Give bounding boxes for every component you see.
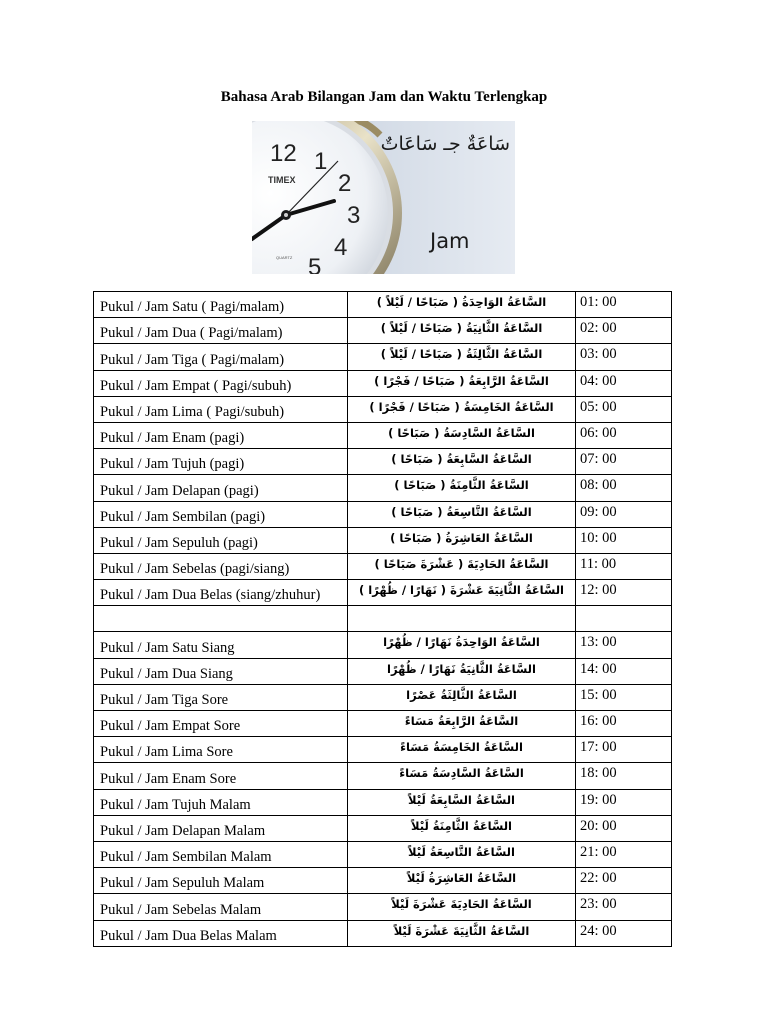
arabic-label-cell: السَّاعَةُ الخَامِسَةُ ( صَبَاحًا / فَجْرًا ): [348, 396, 576, 422]
arabic-label-cell: السَّاعَةُ السَّادِسَةُ مَسَاءً: [348, 763, 576, 789]
table-row: [94, 606, 672, 632]
table-row: [94, 396, 672, 422]
table-row: [94, 763, 672, 789]
time-cell: 09: 00: [576, 501, 672, 527]
clock-brand: TIMEX: [268, 175, 296, 185]
time-cell: 19: 00: [576, 789, 672, 815]
arabic-label-cell: السَّاعَةُ الثَّانِيَةَ عَشْرَةَ ( نَهَارًا / ظُهْرًا ): [348, 580, 576, 606]
latin-label-cell: Pukul / Jam Delapan Malam: [94, 815, 348, 841]
table-row: [94, 711, 672, 737]
time-cell: 24: 00: [576, 920, 672, 946]
arabic-label-cell: السَّاعَةُ الثَّانِيَةُ ( صَبَاحًا / لَيْلاً ): [348, 318, 576, 344]
table-row: [94, 344, 672, 370]
latin-label-cell: Pukul / Jam Satu ( Pagi/malam): [94, 292, 348, 318]
clock-numeral-2: 2: [338, 170, 352, 197]
arabic-label-cell: [348, 606, 576, 632]
latin-label-cell: Pukul / Jam Enam Sore: [94, 763, 348, 789]
time-cell: 21: 00: [576, 841, 672, 867]
time-cell: 10: 00: [576, 527, 672, 553]
table-row: [94, 841, 672, 867]
time-cell: 02: 00: [576, 318, 672, 344]
arabic-label-cell: السَّاعَةُ الثَّالِثَةُ ( صَبَاحًا / لَيْلاً ): [348, 344, 576, 370]
clock-illustration: [252, 121, 515, 274]
table-row: [94, 501, 672, 527]
arabic-label-cell: السَّاعَةُ العَاشِرَةُ ( صَبَاحًا ): [348, 527, 576, 553]
latin-label-cell: Pukul / Jam Lima Sore: [94, 737, 348, 763]
page-title: Bahasa Arab Bilangan Jam dan Waktu Terlengkap: [220, 89, 548, 105]
time-cell: 13: 00: [576, 632, 672, 658]
table-row: [94, 580, 672, 606]
latin-label-cell: Pukul / Jam Delapan (pagi): [94, 475, 348, 501]
latin-label-cell: Pukul / Jam Tiga ( Pagi/malam): [94, 344, 348, 370]
latin-label-cell: Pukul / Jam Dua ( Pagi/malam): [94, 318, 348, 344]
clock-small-text: QUARTZ: [276, 255, 293, 260]
table-row: [94, 632, 672, 658]
table-row: [94, 868, 672, 894]
table-row: [94, 553, 672, 579]
latin-label-cell: Pukul / Jam Sebelas Malam: [94, 894, 348, 920]
table-row: [94, 475, 672, 501]
latin-label-cell: Pukul / Jam Sepuluh (pagi): [94, 527, 348, 553]
time-cell: 04: 00: [576, 370, 672, 396]
latin-label-cell: Pukul / Jam Lima ( Pagi/subuh): [94, 396, 348, 422]
time-cell: 18: 00: [576, 763, 672, 789]
latin-label-cell: Pukul / Jam Dua Siang: [94, 658, 348, 684]
latin-label-cell: Pukul / Jam Dua Belas (siang/zhuhur): [94, 580, 348, 606]
arabic-label-cell: السَّاعَةُ الوَاحِدَةُ ( صَبَاحًا / لَيْلاً ): [348, 292, 576, 318]
arabic-label-cell: السَّاعَةُ الثَّالِثَةُ عَصْرًا: [348, 684, 576, 710]
latin-label-cell: Pukul / Jam Dua Belas Malam: [94, 920, 348, 946]
hero-caption: Jam: [430, 229, 470, 253]
time-table: [93, 291, 672, 947]
time-cell: 11: 00: [576, 553, 672, 579]
table-row: [94, 449, 672, 475]
arabic-label-cell: السَّاعَةُ الحَادِيَةَ عَشْرَةَ لَيْلاً: [348, 894, 576, 920]
time-cell: 05: 00: [576, 396, 672, 422]
table-row: [94, 422, 672, 448]
table-row: [94, 789, 672, 815]
time-cell: 22: 00: [576, 868, 672, 894]
time-table-body: [94, 292, 672, 947]
time-cell: 01: 00: [576, 292, 672, 318]
time-cell: 14: 00: [576, 658, 672, 684]
latin-label-cell: Pukul / Jam Tujuh (pagi): [94, 449, 348, 475]
time-cell: 08: 00: [576, 475, 672, 501]
latin-label-cell: Pukul / Jam Sembilan Malam: [94, 841, 348, 867]
arabic-label-cell: السَّاعَةُ الرَّابِعَةُ مَسَاءً: [348, 711, 576, 737]
arabic-label-cell: السَّاعَةُ الخَامِسَةُ مَسَاءً: [348, 737, 576, 763]
latin-label-cell: Pukul / Jam Tujuh Malam: [94, 789, 348, 815]
table-row: [94, 920, 672, 946]
latin-label-cell: Pukul / Jam Empat ( Pagi/subuh): [94, 370, 348, 396]
clock-numeral-3: 3: [347, 202, 361, 229]
arabic-label-cell: السَّاعَةُ الوَاحِدَةُ نَهَارًا / ظُهْرًا: [348, 632, 576, 658]
clock-numeral-5: 5: [308, 254, 322, 274]
arabic-label-cell: السَّاعَةُ السَّابِعَةُ لَيْلاً: [348, 789, 576, 815]
time-cell: 16: 00: [576, 711, 672, 737]
arabic-label-cell: السَّاعَةُ الثَّانِيَةُ نَهَارًا / ظُهْرًا: [348, 658, 576, 684]
arabic-label-cell: السَّاعَةُ الثَّامِنَةُ لَيْلاً: [348, 815, 576, 841]
arabic-label-cell: السَّاعَةُ الثَّامِنَةُ ( صَبَاحًا ): [348, 475, 576, 501]
table-row: [94, 527, 672, 553]
time-cell: 07: 00: [576, 449, 672, 475]
table-row: [94, 370, 672, 396]
arabic-label-cell: السَّاعَةُ العَاشِرَةُ لَيْلاً: [348, 868, 576, 894]
latin-label-cell: [94, 606, 348, 632]
table-row: [94, 815, 672, 841]
latin-label-cell: Pukul / Jam Sembilan (pagi): [94, 501, 348, 527]
latin-label-cell: Pukul / Jam Empat Sore: [94, 711, 348, 737]
time-cell: 06: 00: [576, 422, 672, 448]
table-row: [94, 318, 672, 344]
table-row: [94, 737, 672, 763]
arabic-label-cell: السَّاعَةُ الرَّابِعَةُ ( صَبَاحًا / فَجْرًا ): [348, 370, 576, 396]
table-row: [94, 894, 672, 920]
arabic-label-cell: السَّاعَةُ السَّابِعَةُ ( صَبَاحًا ): [348, 449, 576, 475]
time-cell: 23: 00: [576, 894, 672, 920]
table-row: [94, 292, 672, 318]
time-cell: 12: 00: [576, 580, 672, 606]
arabic-label-cell: السَّاعَةُ الحَادِيَةَ ( عَشْرَةَ صَبَاحًا ): [348, 553, 576, 579]
latin-label-cell: Pukul / Jam Satu Siang: [94, 632, 348, 658]
hero-arabic-caption: سَاعَةٌ جـ سَاعَاتٌ: [380, 133, 510, 155]
clock-numeral-1: 1: [314, 148, 328, 175]
latin-label-cell: Pukul / Jam Sepuluh Malam: [94, 868, 348, 894]
time-cell: 15: 00: [576, 684, 672, 710]
table-row: [94, 658, 672, 684]
clock-numeral-4: 4: [334, 234, 348, 261]
arabic-label-cell: السَّاعَةُ الثَّانِيَةَ عَشْرَةَ لَيْلاً: [348, 920, 576, 946]
arabic-label-cell: السَّاعَةُ السَّادِسَةُ ( صَبَاحًا ): [348, 422, 576, 448]
arabic-label-cell: السَّاعَةُ التَّاسِعَةُ ( صَبَاحًا ): [348, 501, 576, 527]
time-cell: 20: 00: [576, 815, 672, 841]
clock-numeral-12: 12: [270, 140, 297, 167]
arabic-label-cell: السَّاعَةُ التَّاسِعَةُ لَيْلاً: [348, 841, 576, 867]
time-cell: 17: 00: [576, 737, 672, 763]
latin-label-cell: Pukul / Jam Enam (pagi): [94, 422, 348, 448]
latin-label-cell: Pukul / Jam Sebelas (pagi/siang): [94, 553, 348, 579]
time-cell: 03: 00: [576, 344, 672, 370]
table-row: [94, 684, 672, 710]
latin-label-cell: Pukul / Jam Tiga Sore: [94, 684, 348, 710]
time-cell: [576, 606, 672, 632]
